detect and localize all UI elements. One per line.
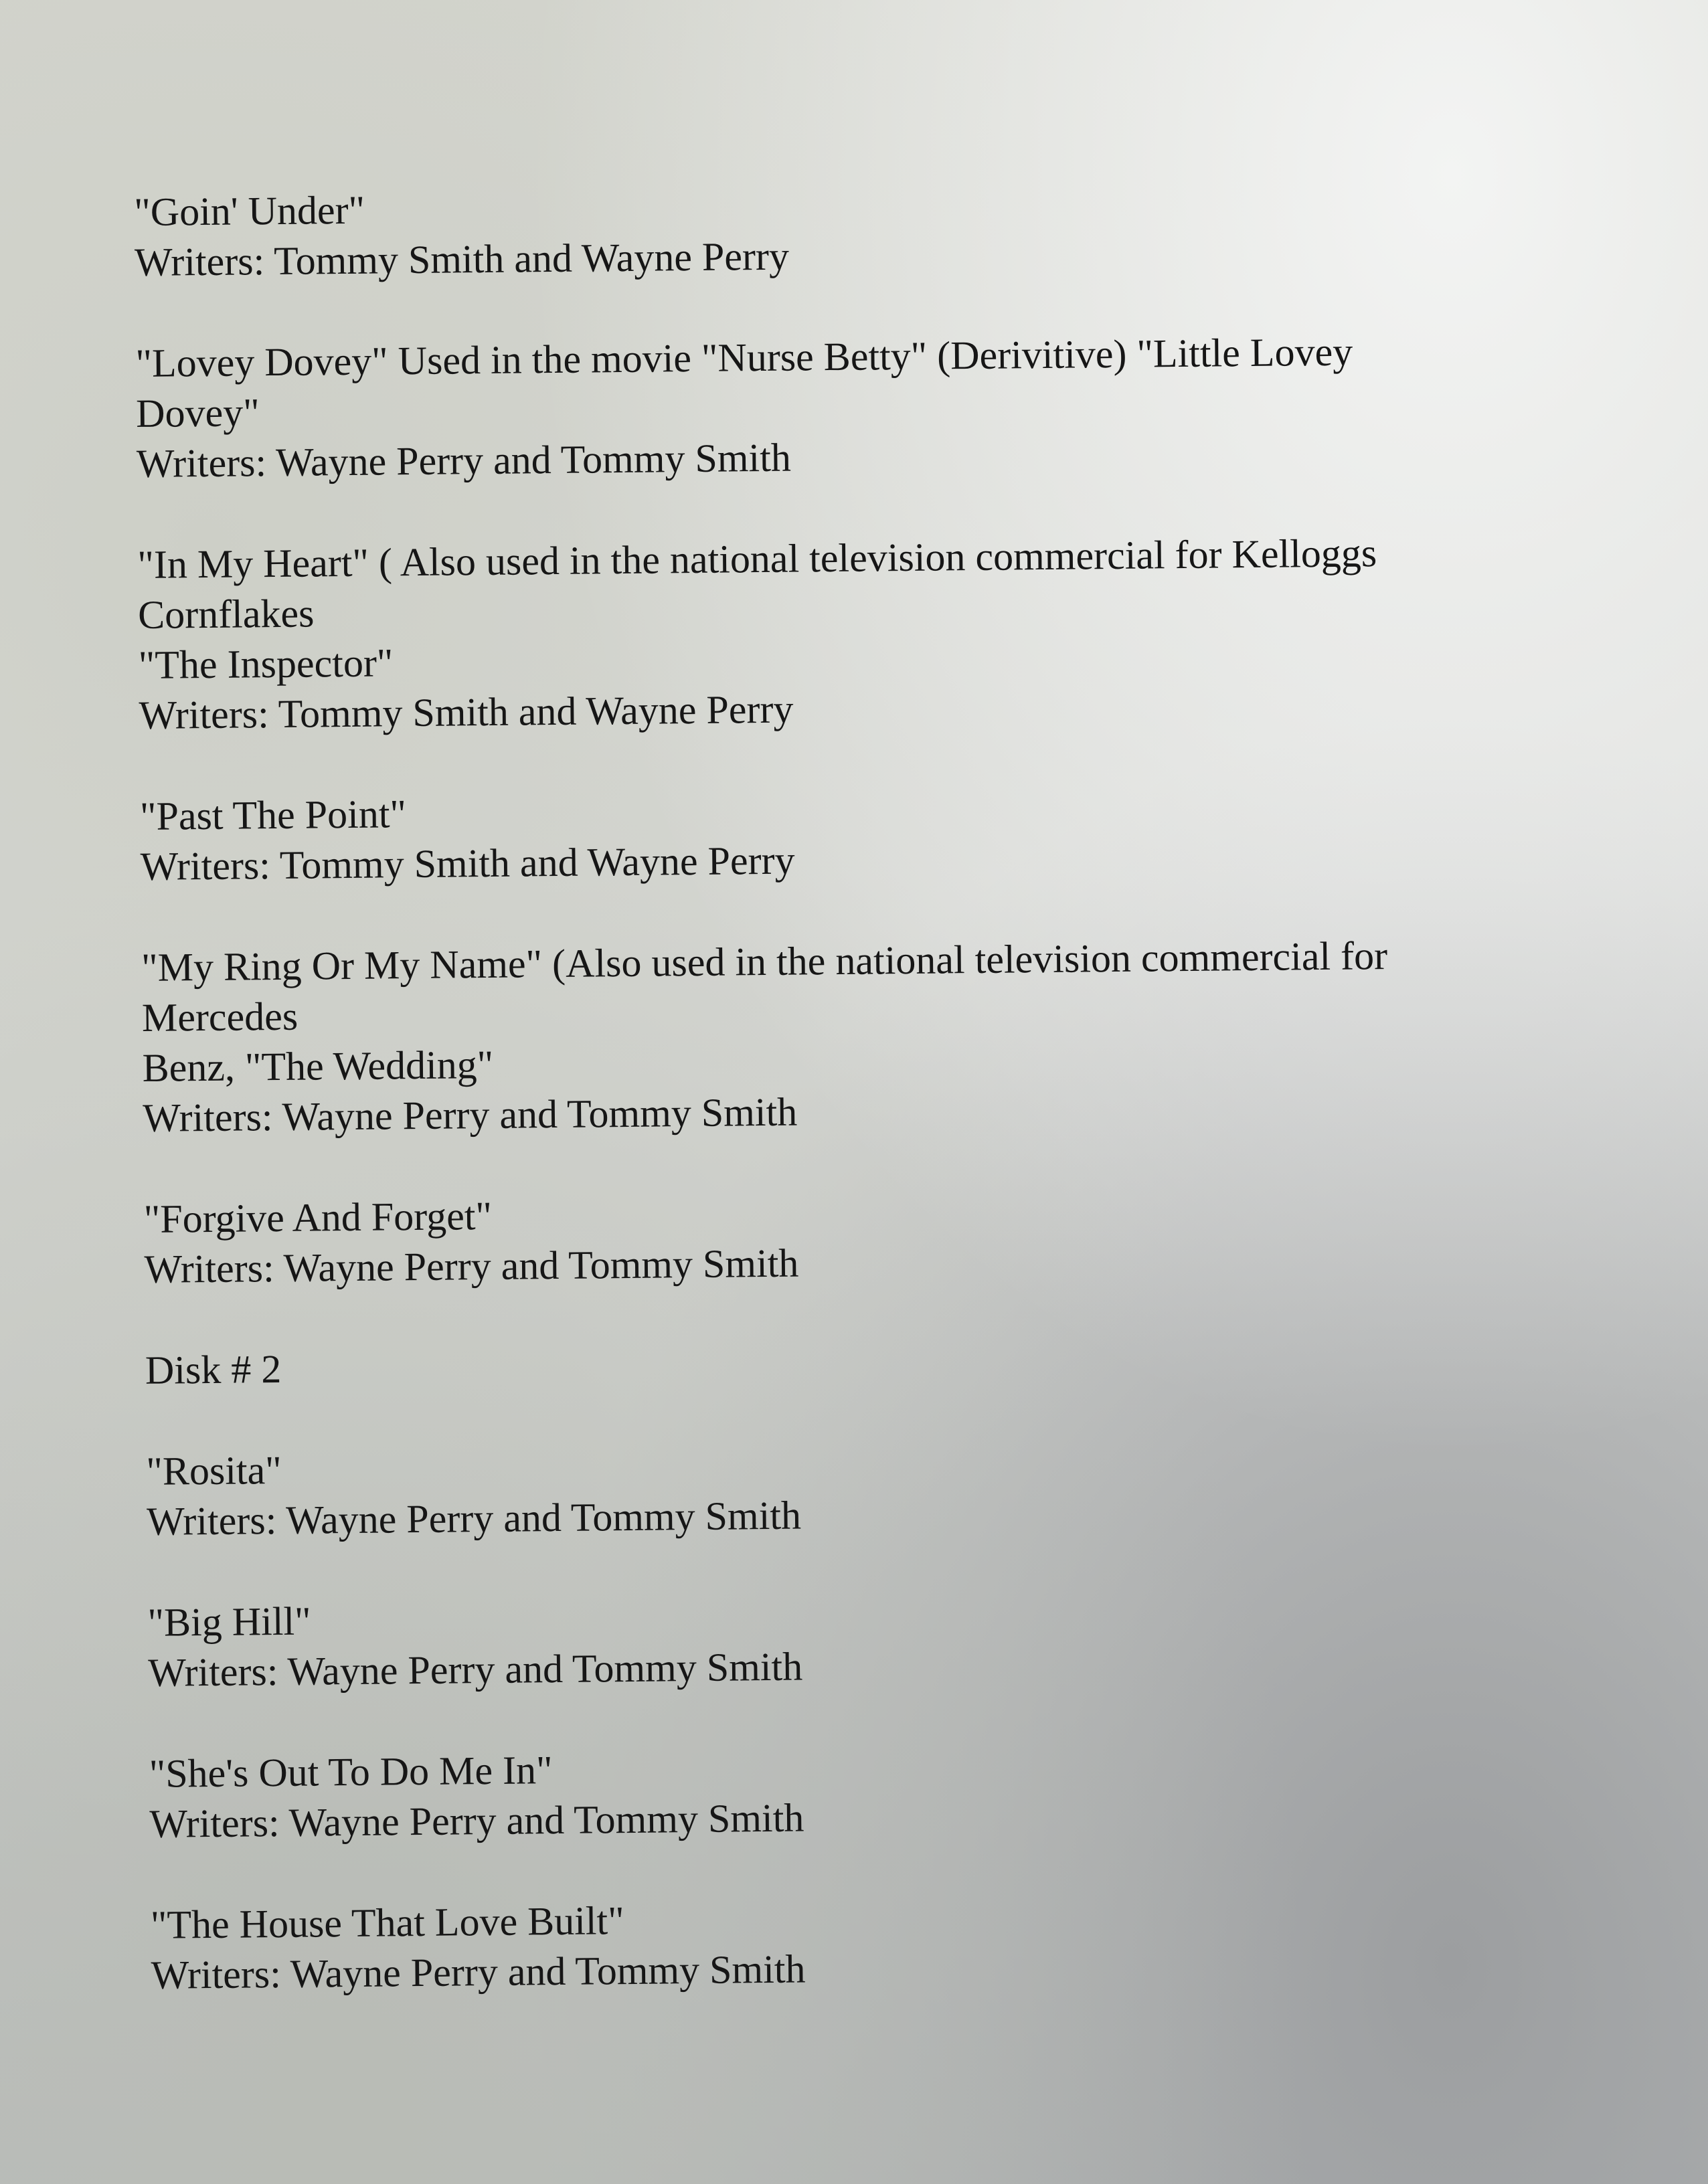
song-title: "Forgive And Forget"	[143, 1193, 493, 1241]
song-writers: Writers: Tommy Smith and Wayne Perry	[140, 838, 795, 889]
song-title: "Past The Point"	[139, 792, 407, 838]
song-writers: Writers: Wayne Perry and Tommy Smith	[144, 1241, 799, 1291]
song-entry	[143, 1181, 1549, 1295]
song-title: "Lovey Dovey" Used in the movie "Nurse Betty" (Derivitive) "Little Lovey	[135, 329, 1353, 385]
song-title: "She's Out To Do Me In"	[149, 1748, 553, 1796]
song-note: "The Inspector"	[138, 640, 394, 687]
song-note: Benz, "The Wedding"	[142, 1042, 494, 1090]
song-writers: Writers: Wayne Perry and Tommy Smith	[149, 1795, 804, 1846]
song-title: "The House That Love Built"	[150, 1898, 624, 1947]
song-writers: Writers: Tommy Smith and Wayne Perry	[139, 687, 794, 737]
song-writers: Writers: Tommy Smith and Wayne Perry	[134, 234, 790, 284]
song-entry	[151, 1887, 1557, 2001]
song-title: "Goin' Under"	[134, 187, 365, 234]
song-writers: Writers: Wayne Perry and Tommy Smith	[136, 435, 792, 486]
song-entry	[134, 174, 1540, 288]
song-entry	[140, 778, 1546, 892]
song-title: "Big Hill"	[147, 1599, 311, 1645]
song-entry	[146, 1433, 1552, 1547]
song-note: Mercedes	[141, 994, 298, 1040]
song-title: "In My Heart" ( Also used in the national television commercial for Kelloggs	[137, 531, 1377, 587]
song-entry	[135, 325, 1542, 489]
song-writers: Writers: Wayne Perry and Tommy Smith	[147, 1644, 803, 1695]
song-writers: Writers: Wayne Perry and Tommy Smith	[151, 1946, 806, 1997]
song-note: Cornflakes	[137, 591, 315, 637]
song-entry	[147, 1584, 1553, 1698]
song-title: "Rosita"	[146, 1447, 282, 1493]
song-list	[134, 174, 1557, 2052]
song-entry	[149, 1736, 1555, 1849]
song-entry	[137, 527, 1545, 741]
disk-heading: Disk # 2	[145, 1346, 282, 1392]
song-title: "My Ring Or My Name" (Also used in the national television commercial for	[141, 933, 1388, 990]
song-writers: Writers: Wayne Perry and Tommy Smith	[146, 1493, 802, 1544]
song-writers: Writers: Wayne Perry and Tommy Smith	[143, 1089, 798, 1140]
song-entry	[141, 929, 1549, 1144]
song-title-continued: Dovey"	[135, 390, 260, 436]
